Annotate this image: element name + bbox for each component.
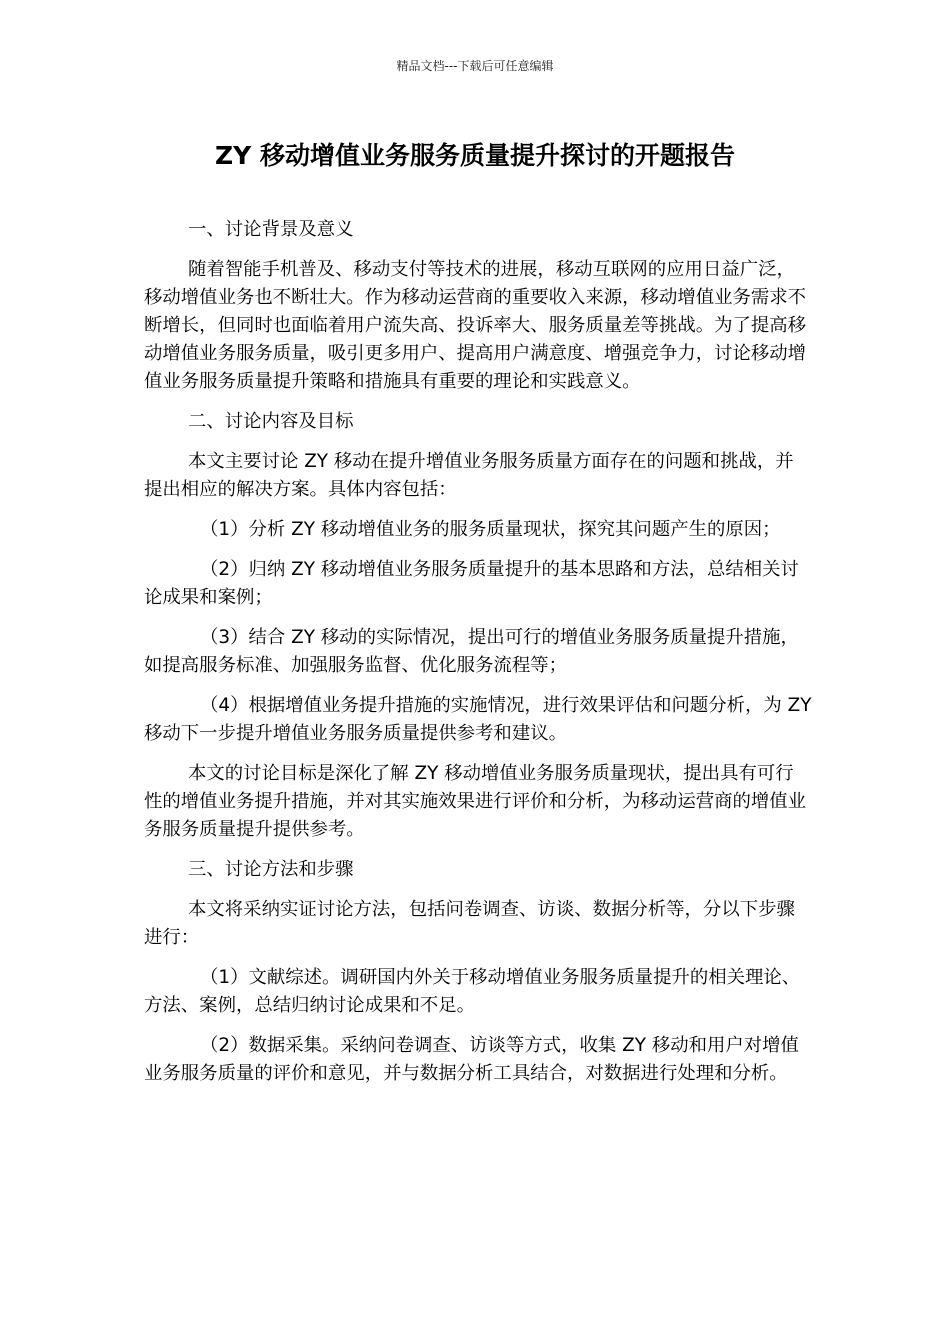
- list-item-method-1: （1）文献综述。调研国内外关于移动增值业务服务质量提升的相关理论、方法、案例，总结归纳讨论成果和不足。: [144, 967, 801, 1016]
- paragraph-method-intro: 本文将采纳实证讨论方法，包括问卷调查、访谈、数据分析等，分以下步骤进行：: [144, 899, 795, 948]
- document-body: [144, 216, 812, 1088]
- page-header: 精品文档---下载后可任意编辑: [396, 59, 554, 73]
- document-title: ZY 移动增值业务服务质量提升探讨的开题报告: [215, 141, 735, 170]
- paragraph-content-intro: 本文主要讨论 ZY 移动在提升增值业务服务质量方面存在的问题和挑战，并提出相应的解决方案。具体内容包括：: [144, 451, 794, 500]
- section-heading-content: 二、讨论内容及目标: [188, 411, 354, 432]
- paragraph-content-goal: 本文的讨论目标是深化了解 ZY 移动增值业务服务质量现状，提出具有可行性的增值业务提升措施，并对其实施效果进行评价和分析，为移动运营商的增值业务服务质量提升提供参考。: [144, 763, 807, 840]
- list-item-content-4: （4）根据增值业务提升措施的实施情况，进行效果评估和问题分析，为 ZY 移动下一步提升增值业务服务质量提供参考和建议。: [144, 695, 812, 744]
- paragraph-background: 随着智能手机普及、移动支付等技术的进展，移动互联网的应用日益广泛，移动增值业务也不断壮大。作为移动运营商的重要收入来源，移动增值业务需求不断增长，但同时也面临着用户流失高、投诉率大、服务质量差等挑战。为了提高移动增值业务服务质量，吸引更多用户、提高用户满意度、增强竞争力，讨论移动增值业务服务质量提升策略和措施具有重要的理论和实践意义。: [144, 259, 807, 392]
- list-item-method-2: （2）数据采集。采纳问卷调查、访谈等方式，收集 ZY 移动和用户对增值业务服务质量的评价和意见，并与数据分析工具结合，对数据进行处理和分析。: [144, 1035, 799, 1084]
- section-heading-background: 一、讨论背景及意义: [188, 219, 354, 240]
- list-item-content-2: （2）归纳 ZY 移动增值业务服务质量提升的基本思路和方法，总结相关讨论成果和案例；: [144, 559, 799, 608]
- section-heading-method: 三、讨论方法和步骤: [188, 859, 354, 880]
- list-item-content-1: （1）分析 ZY 移动增值业务的服务质量现状，探究其问题产生的原因；: [200, 519, 781, 540]
- list-item-content-3: （3）结合 ZY 移动的实际情况，提出可行的增值业务服务质量提升措施，如提高服务标准、加强服务监督、优化服务流程等；: [144, 627, 799, 676]
